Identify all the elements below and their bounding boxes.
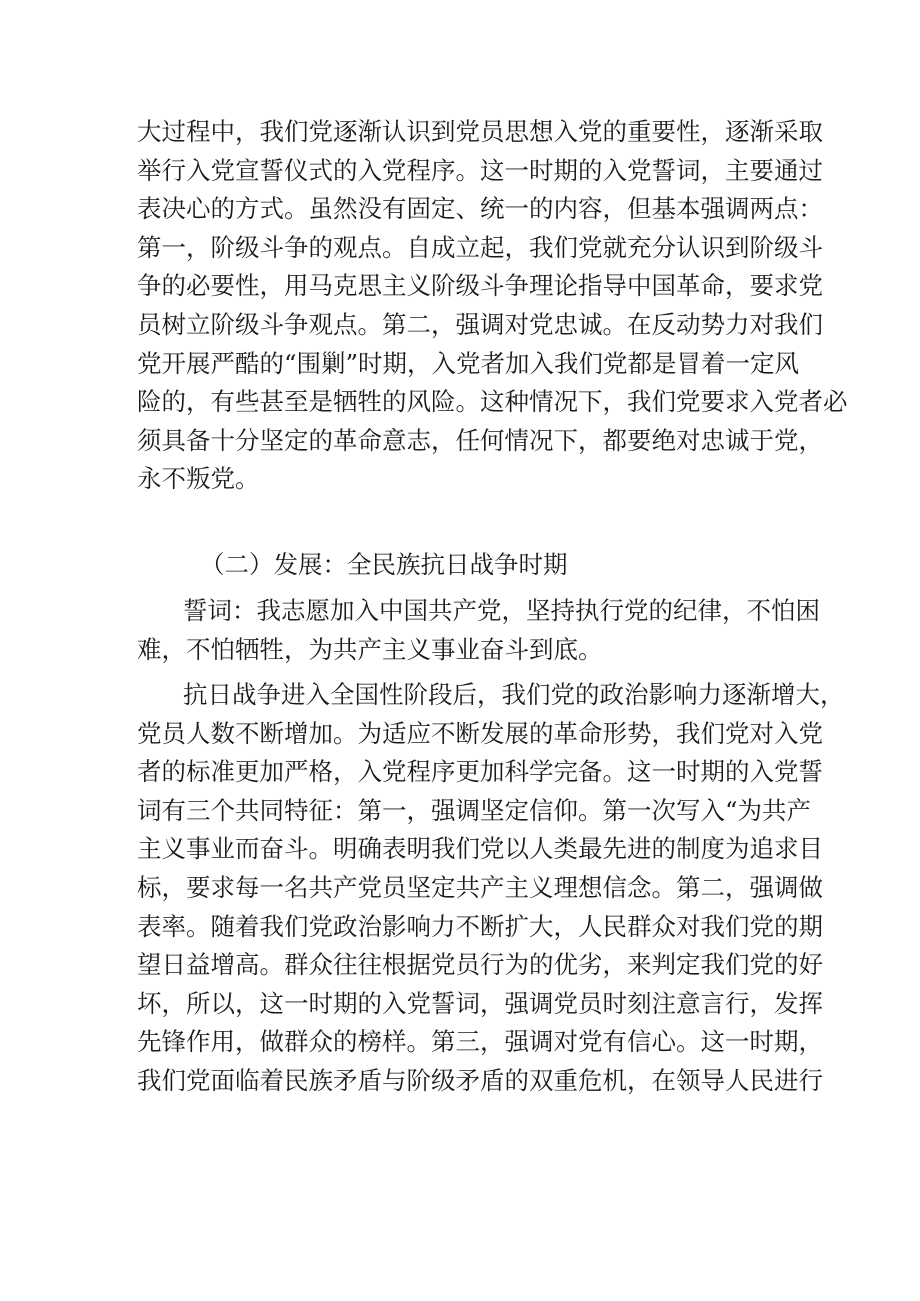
text-line: 誓词：我志愿加入中国共产党，坚持执行党的纪律，不怕困 xyxy=(183,596,820,625)
text-line: 党员人数不断增加。为适应不断发展的革命形势，我们党对入党 xyxy=(137,718,823,748)
text-line: 表率。随着我们党政治影响力不断扩大，人民群众对我们党的期 xyxy=(137,911,823,941)
text-line: 词有三个共同特征：第一，强调坚定信仰。第一次写入“为共产 xyxy=(137,795,812,825)
paragraph-early-period xyxy=(137,113,848,499)
text-line: 先锋作用，做群众的榜样。第三，强调对党有信心。这一时期， xyxy=(137,1027,823,1057)
text-line: 争的必要性，用马克思主义阶级斗争理论指导中国革命，要求党 xyxy=(137,271,823,301)
text-line: 举行入党宣誓仪式的入党程序。这一时期的入党誓词，主要通过 xyxy=(137,155,823,185)
text-line: 者的标准更加严格，入党程序更加科学完备。这一时期的入党誓 xyxy=(137,757,823,787)
text-line: 永不叛党。 xyxy=(137,464,260,494)
text-line: 大过程中，我们党逐渐认识到党员思想入党的重要性，逐渐采取 xyxy=(137,117,823,146)
text-line: 抗日战争进入全国性阶段后，我们党的政治影响力逐渐增大， xyxy=(183,680,845,709)
text-line: 表决心的方式。虽然没有固定、统一的内容，但基本强调两点： xyxy=(137,194,823,224)
text-line: 党开展严酷的“围剿”时期，入党者加入我们党都是冒着一定风 xyxy=(137,348,800,378)
text-line: 难，不怕牺牲，为共产主义事业奋斗到底。 xyxy=(137,634,603,664)
text-line: 坏，所以，这一时期的入党誓词，强调党员时刻注意言行，发挥 xyxy=(137,988,823,1018)
text-line: 主义事业而奋斗。明确表明我们党以人类最先进的制度为追求目 xyxy=(137,834,823,864)
text-line: 标，要求每一名共产党员坚定共产主义理想信念。第二，强调做 xyxy=(137,872,823,902)
section-heading: （二）发展：全民族抗日战争时期 xyxy=(200,550,568,579)
oath-paragraph xyxy=(137,592,820,669)
text-line: 第一，阶级斗争的观点。自成立起，我们党就充分认识到阶级斗 xyxy=(137,232,823,262)
text-line: 员树立阶级斗争观点。第二，强调对党忠诚。在反动势力对我们 xyxy=(137,309,823,339)
text-line: 险的，有些甚至是牺牲的风险。这种情况下，我们党要求入党者必 xyxy=(137,387,848,417)
text-line: 望日益增高。群众往往根据党员行为的优劣，来判定我们党的好 xyxy=(137,950,823,980)
text-line: 我们党面临着民族矛盾与阶级矛盾的双重危机，在领导人民进行 xyxy=(137,1065,823,1095)
paragraph-anti-japanese-war xyxy=(137,676,845,1101)
text-line: 须具备十分坚定的革命意志，任何情况下，都要绝对忠诚于党， xyxy=(137,425,823,455)
